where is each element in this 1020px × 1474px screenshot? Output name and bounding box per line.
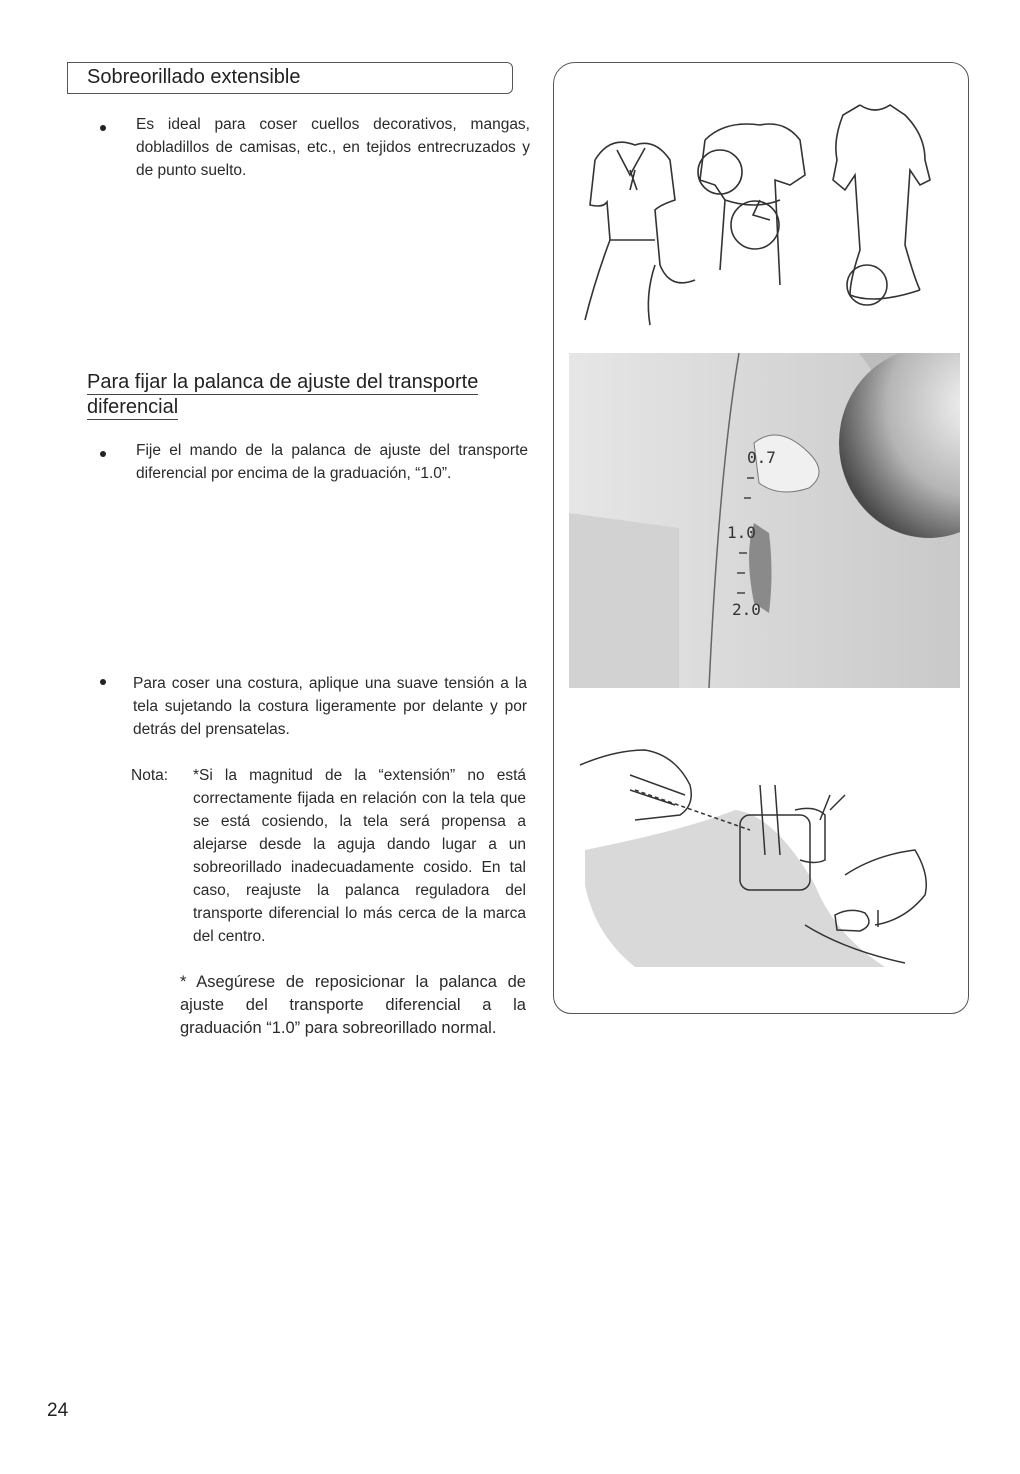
section-title: Sobreorillado extensible [87, 66, 301, 88]
note-text: *Si la magnitud de la “extensión” no está correctamente fijada en relación con la tela que se está cosiendo, la tela será propensa a alejarse desde la aguja dando lugar a un sobreorillado inadecuadamente cosido. En tal caso, reajuste la palanca reguladora del transporte diferencial lo más cerca de la marca del centro. [193, 767, 526, 945]
note-label: Nota: [131, 767, 169, 784]
page-number: 24 [47, 1400, 69, 1421]
lever-instruction: Fije el mando de la palanca de ajuste del transporte diferencial por encima de la graduación, “1.0”. [136, 442, 528, 482]
reposition-note: * Asegúrese de reposicionar la palanca de ajuste del transporte diferencial a la graduación “1.0” para sobreorillado normal. [180, 973, 526, 1037]
bullet-dot [100, 679, 106, 685]
dial-label-middle: 1.0 [727, 523, 756, 542]
sewing-hands-illustration [575, 735, 955, 975]
garment-illustration [575, 90, 955, 330]
section-heading [87, 370, 527, 420]
bullet-dot [100, 451, 106, 457]
dial-label-bottom: 2.0 [732, 600, 761, 619]
heading-line-2: diferencial [87, 396, 179, 418]
sewing-instruction: Para coser una costura, aplique una suave tensión a la tela sujetando la costura ligeramente por delante y por detrás del prensatelas. [133, 675, 527, 738]
heading-line-1: Para fijar la palanca de ajuste del transporte [87, 371, 479, 393]
lever-photo [569, 353, 960, 688]
dial-label-top: 0.7 [747, 448, 776, 467]
intro-paragraph: Es ideal para coser cuellos decorativos, mangas, dobladillos de camisas, etc., en tejidos entrecruzados y de punto suelto. [136, 116, 530, 179]
bullet-dot [100, 125, 106, 131]
